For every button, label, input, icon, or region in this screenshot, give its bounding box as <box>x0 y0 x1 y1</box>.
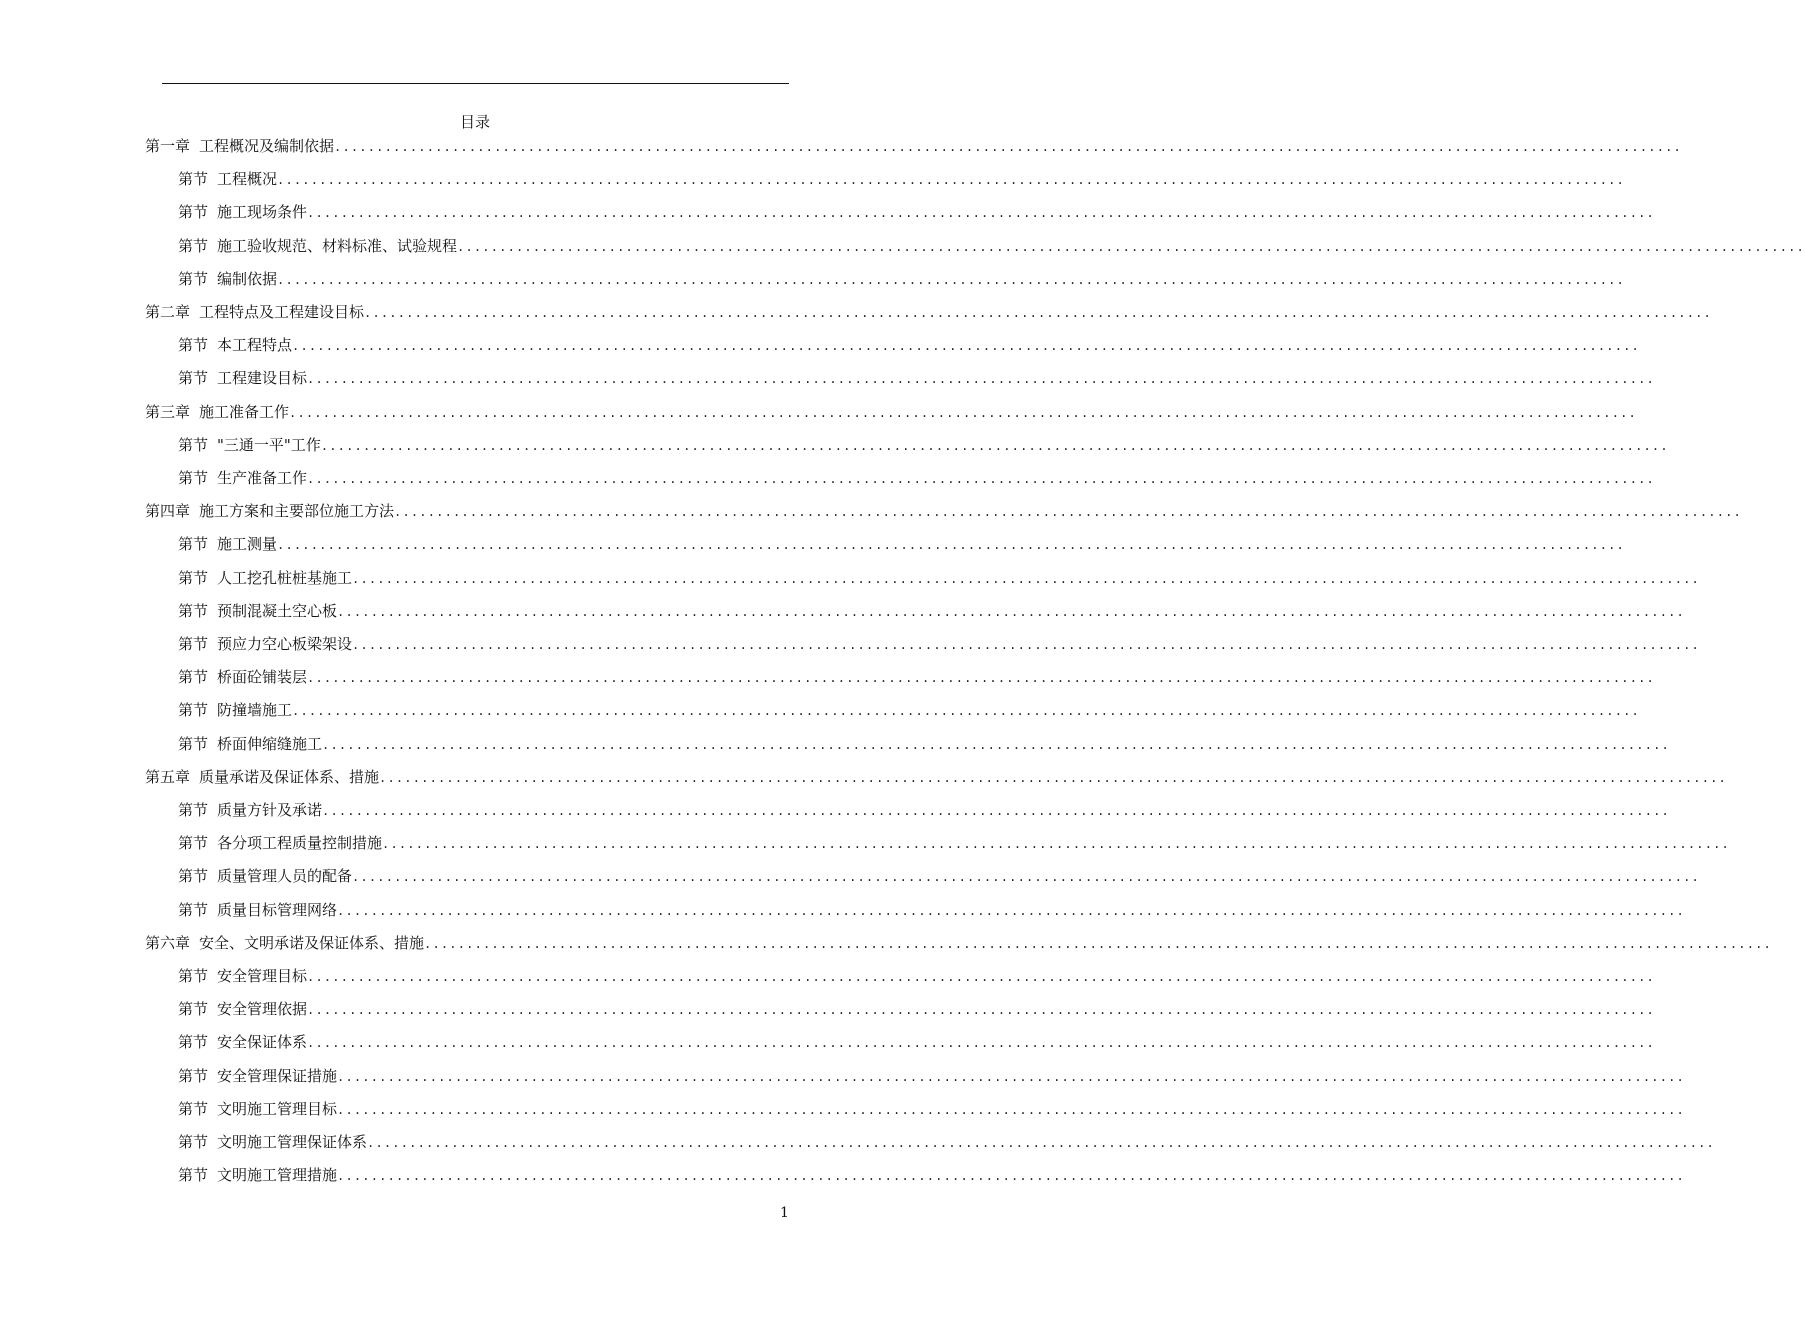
toc-entry-prefix: 第节 <box>178 1000 209 1019</box>
toc-entry-prefix: 第四章 <box>145 502 191 521</box>
toc-entry-prefix: 第节 <box>178 170 209 189</box>
toc-leader-dots: ................................................................................................................................................................ <box>337 903 1685 918</box>
toc-leader-dots: ................................................................................................................................................................ <box>367 1136 1715 1150</box>
toc-leader-dots: ................................................................................................................................................................ <box>352 571 1700 586</box>
toc-entry-prefix: 第节 <box>178 269 209 288</box>
toc-section-entry[interactable] <box>178 1065 1685 1087</box>
toc-leader-dots: ................................................................................................................................................................ <box>277 173 1625 188</box>
toc-entry-label: 安全管理依据 <box>217 1000 308 1019</box>
toc-section-entry[interactable] <box>178 1164 1685 1186</box>
toc-entry-label: 预制混凝土空心板 <box>217 601 338 620</box>
toc-entry-label: 质量方针及承诺 <box>217 801 323 819</box>
toc-entry-label: 安全、文明承诺及保证体系、措施 <box>199 933 425 952</box>
toc-entry-prefix: 第节 <box>178 900 209 919</box>
toc-entry-label: 安全保证体系 <box>217 1033 308 1052</box>
toc-section-entry[interactable] <box>178 168 1625 190</box>
toc-chapter-entry[interactable] <box>145 766 1727 788</box>
toc-entry-label: 防撞墙施工 <box>217 701 293 720</box>
toc-section-entry[interactable] <box>178 1131 1715 1153</box>
toc-entry-label: 施工现场条件 <box>217 203 308 222</box>
toc-leader-dots: ................................................................................................................................................................ <box>379 770 1727 785</box>
toc-entry-prefix: 第节 <box>178 568 209 587</box>
toc-section-entry[interactable] <box>178 699 1640 721</box>
toc-entry-label: 桥面伸缩缝施工 <box>217 734 323 753</box>
toc-section-entry[interactable] <box>178 268 1625 290</box>
toc-entry-label: 施工验收规范、材料标准、试验规程 <box>217 236 458 255</box>
toc-entry-label: 工程概况及编制依据 <box>199 137 335 155</box>
toc-section-entry[interactable] <box>178 733 1670 755</box>
toc-leader-dots: ................................................................................................................................................................ <box>337 604 1685 619</box>
toc-entry-label: 工程建设目标 <box>217 369 308 388</box>
toc-entry-label: 各分项工程质量控制措施 <box>217 834 383 853</box>
toc-entry-label: 质量管理人员的配备 <box>217 867 353 886</box>
toc-entry-prefix: 第六章 <box>145 933 191 952</box>
toc-chapter-entry[interactable] <box>145 401 1637 423</box>
toc-entry-prefix: 第节 <box>178 203 209 222</box>
toc-entry-prefix: 第三章 <box>145 402 191 421</box>
toc-chapter-entry[interactable] <box>145 932 1772 954</box>
toc-section-entry[interactable] <box>178 367 1655 389</box>
toc-section-entry[interactable] <box>178 334 1640 356</box>
toc-entry-label: 本工程特点 <box>217 336 293 355</box>
toc-leader-dots: ................................................................................................................................................................ <box>292 704 1640 719</box>
toc-section-entry[interactable] <box>178 633 1700 655</box>
toc-leader-dots: ................................................................................................................................................................ <box>307 472 1655 486</box>
toc-leader-dots: ................................................................................................................................................................ <box>352 870 1700 885</box>
toc-entry-label: 质量目标管理网络 <box>217 900 338 919</box>
toc-entry-prefix: 第节 <box>178 1066 209 1085</box>
toc-entry-label: 工程概况 <box>217 170 278 189</box>
toc-entry-label: 施工准备工作 <box>199 402 290 421</box>
toc-entry-label: 质量承诺及保证体系、措施 <box>199 767 380 786</box>
toc-entry-prefix: 第节 <box>178 867 209 886</box>
toc-entry-label: 文明施工管理措施 <box>217 1166 338 1185</box>
toc-entry-label: 工程特点及工程建设目标 <box>199 303 365 321</box>
page-number: 1 <box>780 1205 789 1221</box>
toc-entry-label: 文明施工管理保证体系 <box>217 1133 368 1151</box>
toc-entry-prefix: 第节 <box>178 601 209 620</box>
toc-entry-prefix: 第节 <box>178 1166 209 1185</box>
toc-section-entry[interactable] <box>178 899 1685 921</box>
toc-section-entry[interactable] <box>178 832 1730 854</box>
toc-entry-prefix: 第节 <box>178 967 209 985</box>
toc-leader-dots: ................................................................................................................................................................ <box>307 206 1655 221</box>
toc-chapter-entry[interactable] <box>145 500 1742 522</box>
toc-section-entry[interactable] <box>178 434 1669 456</box>
toc-entry-prefix: 第节 <box>178 668 209 687</box>
toc-leader-dots: ................................................................................................................................................................ <box>337 1102 1685 1117</box>
toc-leader-dots: ................................................................................................................................................................ <box>307 671 1655 686</box>
toc-leader-dots: ................................................................................................................................................................ <box>337 1069 1685 1084</box>
toc-entry-prefix: 第节 <box>178 1133 209 1151</box>
toc-section-entry[interactable] <box>178 666 1655 688</box>
toc-title: 目录 <box>459 113 490 131</box>
toc-leader-dots: ................................................................................................................................................................ <box>334 140 1682 154</box>
toc-entry-prefix: 第节 <box>178 1099 209 1118</box>
toc-entry-prefix: 第五章 <box>145 767 191 786</box>
toc-entry-label: 文明施工管理目标 <box>217 1099 338 1118</box>
toc-section-entry[interactable] <box>178 799 1670 821</box>
toc-entry-prefix: 第节 <box>178 236 209 255</box>
toc-section-entry[interactable] <box>178 965 1655 987</box>
toc-section-entry[interactable] <box>178 467 1655 489</box>
toc-leader-dots: ................................................................................................................................................................ <box>322 737 1670 752</box>
toc-entry-prefix: 第节 <box>178 635 209 653</box>
toc-entry-label: "三通一平"工作 <box>217 435 321 454</box>
toc-leader-dots: ................................................................................................................................................................ <box>424 936 1772 951</box>
toc-entry-label: 人工挖孔桩桩基施工 <box>217 568 353 587</box>
toc-section-entry[interactable] <box>178 1098 1685 1120</box>
toc-entry-prefix: 第节 <box>178 469 209 487</box>
toc-entry-prefix: 第节 <box>178 1033 209 1052</box>
toc-section-entry[interactable] <box>178 201 1655 223</box>
toc-entry-prefix: 第节 <box>178 369 209 388</box>
toc-entry-label: 施工测量 <box>217 535 278 554</box>
toc-section-entry[interactable] <box>178 998 1655 1020</box>
toc-section-entry[interactable] <box>178 1031 1655 1053</box>
header-rule <box>162 83 789 84</box>
toc-leader-dots: ................................................................................................................................................................ <box>322 804 1670 818</box>
toc-leader-dots: ................................................................................................................................................................ <box>364 306 1712 320</box>
toc-leader-dots: ................................................................................................................................................................ <box>307 970 1655 984</box>
toc-entry-label: 生产准备工作 <box>217 469 308 487</box>
toc-entry-label: 编制依据 <box>217 269 278 288</box>
toc-entry-prefix: 第节 <box>178 701 209 720</box>
toc-chapter-entry[interactable] <box>145 301 1712 323</box>
toc-leader-dots: ................................................................................................................................................................ <box>457 239 1805 254</box>
toc-entry-prefix: 第一章 <box>145 137 191 155</box>
toc-entry-label: 预应力空心板梁架设 <box>217 635 353 653</box>
toc-leader-dots: ................................................................................................................................................................ <box>289 405 1637 420</box>
toc-entry-label: 安全管理保证措施 <box>217 1066 338 1085</box>
toc-chapter-entry[interactable] <box>145 135 1682 157</box>
toc-leader-dots: ................................................................................................................................................................ <box>352 638 1700 652</box>
toc-section-entry[interactable] <box>178 865 1700 887</box>
toc-leader-dots: ................................................................................................................................................................ <box>307 1036 1655 1051</box>
toc-entry-prefix: 第节 <box>178 734 209 753</box>
toc-section-entry[interactable] <box>178 235 1805 257</box>
toc-section-entry[interactable] <box>178 567 1700 589</box>
toc-entry-prefix: 第节 <box>178 336 209 355</box>
toc-leader-dots: ................................................................................................................................................................ <box>337 1169 1685 1184</box>
toc-leader-dots: ................................................................................................................................................................ <box>307 1003 1655 1018</box>
toc-entry-label: 安全管理目标 <box>217 967 308 985</box>
toc-entry-prefix: 第节 <box>178 801 209 819</box>
toc-leader-dots: ................................................................................................................................................................ <box>277 272 1625 287</box>
toc-leader-dots: ................................................................................................................................................................ <box>307 372 1655 387</box>
toc-entry-label: 施工方案和主要部位施工方法 <box>199 502 395 521</box>
toc-section-entry[interactable] <box>178 600 1685 622</box>
toc-section-entry[interactable] <box>178 533 1625 555</box>
toc-leader-dots: ................................................................................................................................................................ <box>277 538 1625 553</box>
toc-leader-dots: ................................................................................................................................................................ <box>394 505 1742 520</box>
toc-leader-dots: ................................................................................................................................................................ <box>320 438 1669 453</box>
toc-entry-prefix: 第二章 <box>145 303 191 321</box>
toc-entry-prefix: 第节 <box>178 435 209 454</box>
toc-entry-prefix: 第节 <box>178 535 209 554</box>
toc-entry-label: 桥面砼铺装层 <box>217 668 308 687</box>
toc-leader-dots: ................................................................................................................................................................ <box>382 837 1730 852</box>
toc-leader-dots: ................................................................................................................................................................ <box>292 339 1640 354</box>
toc-entry-prefix: 第节 <box>178 834 209 853</box>
